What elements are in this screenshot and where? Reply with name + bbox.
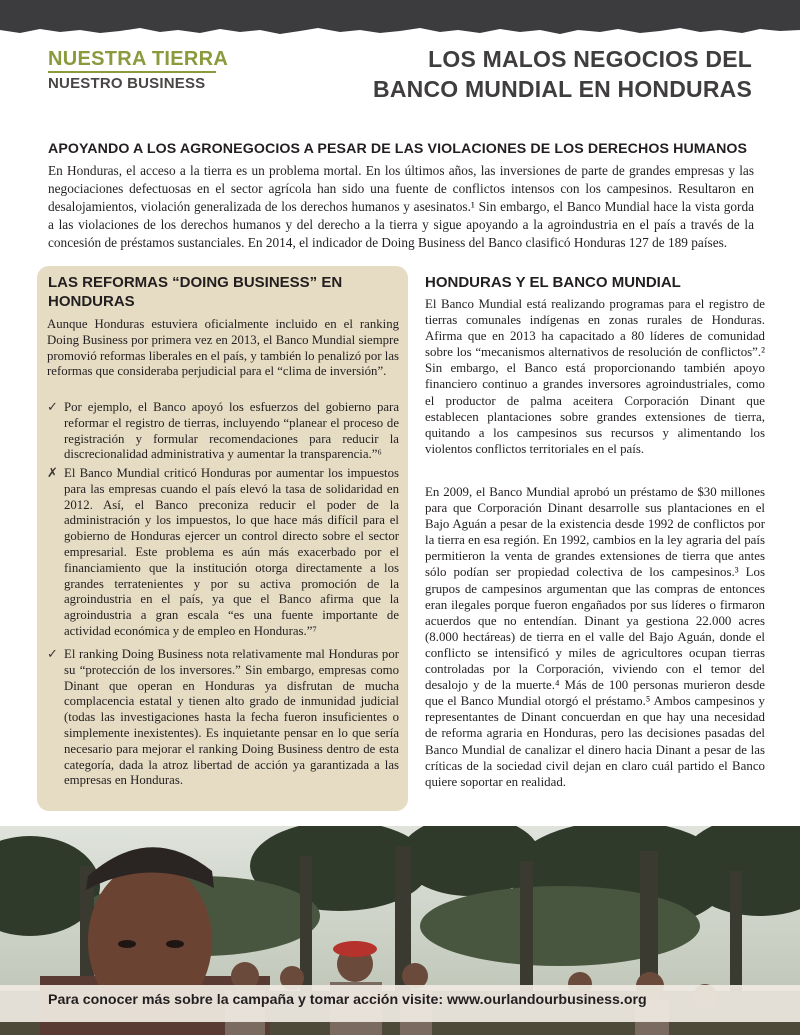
campaign-logo bbox=[48, 48, 228, 92]
campesinos-photo bbox=[0, 826, 800, 1035]
top-banner bbox=[0, 0, 800, 44]
right-column-heading: HONDURAS Y EL BANCO MUNDIAL bbox=[425, 274, 681, 291]
sidebar-item-text: El ranking Doing Business nota relativamente mal Honduras por su “protección de los inversores.” Sin embargo, empresas como Dinant que operan en Honduras ya disfrutan de mucha complacencia estatal y tienen alto grado de inmunidad judicial (todas las investigaciones hasta la fecha fueron insuficientes o simplemente inexistentes). Es inquietante pensar en lo que sería necesario para mejorar el ranking Doing Business dentro de esta categoría, dada la atroz libertad de acción ya garantizada a las empresas en Honduras. bbox=[64, 647, 399, 788]
sidebar-item-text: Por ejemplo, el Banco apoyó los esfuerzos del gobierno para reformar el registro de tierras, incluyendo “planear el proceso de registración y formular recomendaciones para reducir la discrecionalidad administrativa y aumentar la transparencia.”⁶ bbox=[64, 400, 399, 462]
intro-paragraph: En Honduras, el acceso a la tierra es un problema mortal. En los últimos años, las inversiones de parte de grandes empresas y las negociaciones defectuosas en el sector agrícola han sido una fuente de conflictos intensos con los campesinos. Resultaron en desalojamientos, violación generalizada de los derechos humanos y asesinatos.¹ Sin embargo, el Banco Mundial hace la vista gorda a las violaciones de los derechos humanos y del derecho a la tierra y sigue apoyando a la agroindustria en el país a través de la concesión de préstamos sustanciales. En 2014, el indicador de Doing Business del Banco clasificó Honduras 127 de 189 países. bbox=[48, 163, 754, 251]
title-line-2: BANCO MUNDIAL EN HONDURAS bbox=[373, 76, 752, 102]
sidebar-intro-paragraph: Aunque Honduras estuviera oficialmente incluido en el ranking Doing Business por primera vez en 2013, el Banco Mundial siempre promovió reformas liberales en el país, y también lo penalizó por las reformas que consideraba perjudicial para el “clima de inversión”. bbox=[47, 317, 399, 379]
checkmark-icon: ✓ bbox=[47, 647, 58, 662]
logo-divider bbox=[48, 71, 216, 73]
intro-heading: APOYANDO A LOS AGRONEGOCIOS A PESAR DE LAS VIOLACIONES DE LOS DERECHOS HUMANOS bbox=[48, 141, 748, 157]
right-column-paragraph-2: En 2009, el Banco Mundial aprobó un préstamo de $30 millones para que Corporación Dinant desarrolle sus plantaciones en el Bajo Aguán a pesar de la existencia desde 1992 de conflictos por la tierra en esa región. En 1992, cambios en la ley agraria del país permitieron la venta de grandes extensiones de tierra que antes sólo podían ser propiedad colectiva de los campesinos.³ Los grupos de campesinos argumentan que las compras de entonces eran ilegales porque fueron engañados por sus líderes o firmaron acuerdos que no entendían. Dinant ya gestiona 22.000 acres (8.000 hectáreas) de tierra en el valle del Bajo Aguán, donde el conflicto se intensificó y miles de agricultores ocupan tierras controladas por la Corporación, viviendo con el temor del desalojo y de la muerte.⁴ Más de 100 personas murieron desde que el Banco Mundial otorgó el préstamo.⁵ Ambos campesinos y representantes de Dinant concuerdan en que hay una necesidad de reforma agraria en Honduras, pero las decisiones pasadas del Banco Mundial de canalizar el dinero hacia Dinant a pesar de las críticas de la sociedad civil dejan en claro cuál partido el Banco quiere soportar en realidad. bbox=[425, 485, 765, 789]
checkmark-icon: ✓ bbox=[47, 400, 58, 415]
doing-business-sidebar bbox=[37, 266, 408, 811]
footer-call-to-action-bar bbox=[0, 985, 800, 1022]
logo-line-nuestra-tierra: NUESTRA TIERRA bbox=[48, 48, 229, 70]
cross-mark-icon: ✗ bbox=[47, 466, 58, 481]
logo-line-nuestro-business: NUESTRO BUSINESS bbox=[48, 75, 206, 92]
document-title bbox=[373, 44, 752, 104]
right-column-paragraph-1: El Banco Mundial está realizando programas para el registro de tierras comunales indígenas en zonas rurales de Honduras. Afirma que en 2013 ha capacitado a 80 líderes de comunidad sobre los “mecanismos alternativos de resolución de conflictos”.² Sin embargo, el Banco está proporcionando también apoyo financiero continuo a grandes inversores agroindustriales, como el productor de palma aceitera Corporación Dinant que establecen plantaciones sobre grandes extensiones de tierra, quitando a los campesinos sus recursos y alimentando los violentos conflictos territoriales en el país. bbox=[425, 297, 765, 456]
sidebar-item-text: El Banco Mundial criticó Honduras por aumentar los impuestos para las empresas cuando el país elevó la tasa de solidaridad en 2012. Así, el Banco preconiza reducir el poder de la administración y los impuestos, lo que hace más difícil para el gobierno de Honduras ejercer un control directo sobre el sector empresarial. Este problema es aún más exacerbado por el financiamiento que la institución otorga directamente a los grandes terratenientes y por su activa promoción de la agroindustria en el país, ya que el Banco afirma que la agroindustria a gran escala “es una fuente importante de actividad económica y de empleo en Honduras.”⁷ bbox=[64, 466, 399, 638]
title-line-1: LOS MALOS NEGOCIOS DEL bbox=[428, 46, 752, 72]
footer-call-to-action: Para conocer más sobre la campaña y tomar acción visite: www.ourlandourbusiness.org bbox=[48, 992, 647, 1008]
sidebar-heading: LAS REFORMAS “DOING BUSINESS” EN HONDURAS bbox=[48, 274, 343, 310]
